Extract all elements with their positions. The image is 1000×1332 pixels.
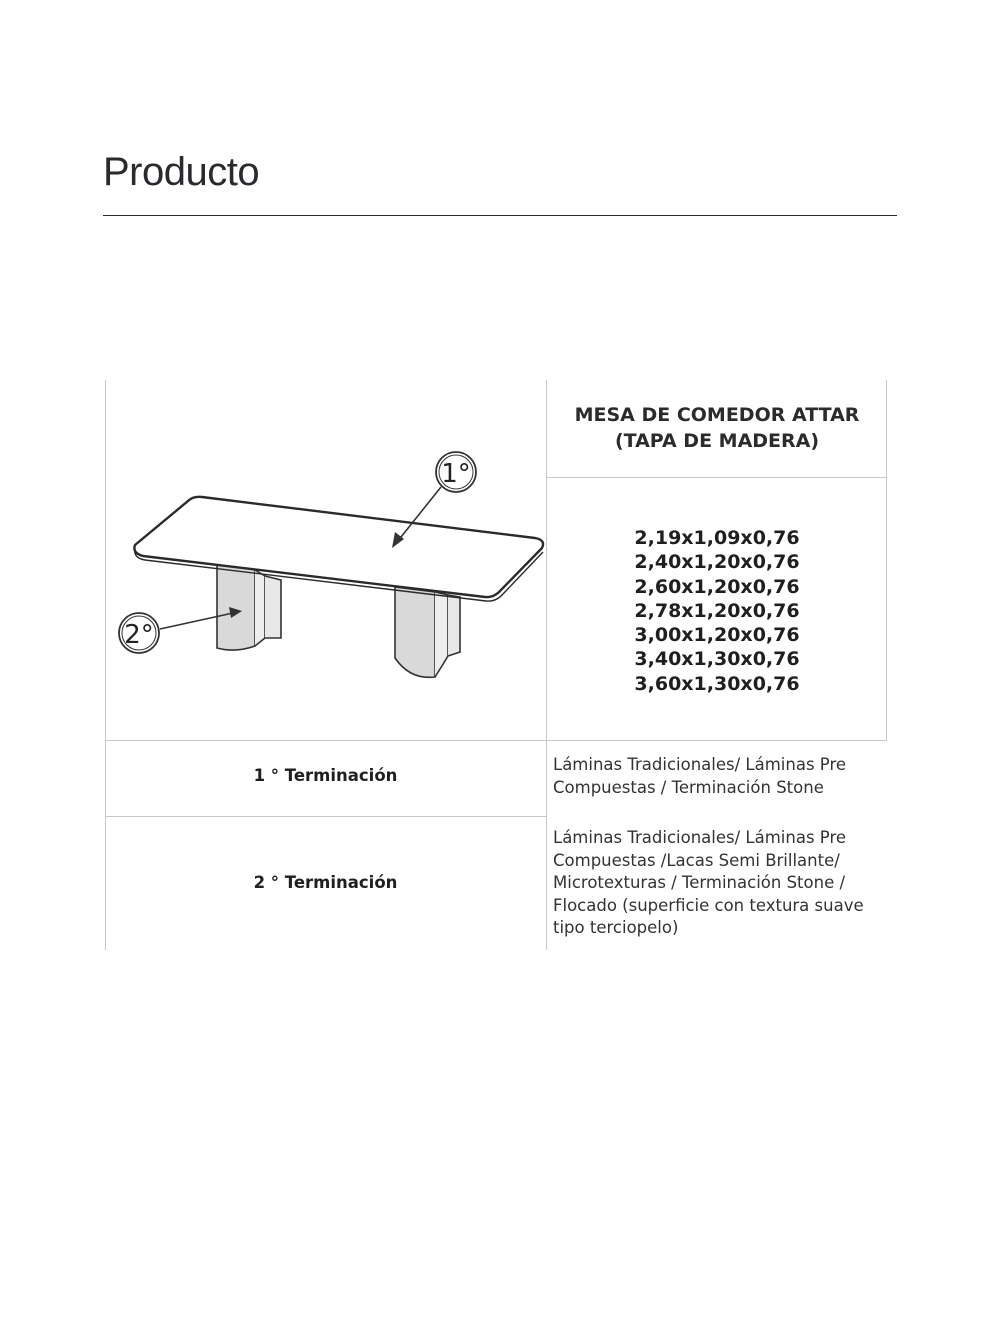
dimension-item: 2,19x1,09x0,76 <box>634 527 800 549</box>
finish-2-label: 2 ° Terminación <box>253 873 398 892</box>
title-divider <box>103 215 897 216</box>
product-name: MESA DE COMEDOR ATTAR (TAPA DE MADERA) <box>574 404 860 452</box>
right-leg <box>395 587 460 677</box>
finish-1-value: Láminas Tradicionales/ Láminas Pre Compuestas / Terminación Stone <box>553 755 847 797</box>
finish-1-top-divider <box>105 740 887 741</box>
table-drawing <box>105 380 546 740</box>
dimension-item: 3,60x1,30x0,76 <box>634 672 800 695</box>
dimension-item: 2,60x1,20x0,76 <box>634 575 800 598</box>
dimensions-list <box>546 526 888 696</box>
dimension-item: 2,78x1,20x0,76 <box>634 599 800 622</box>
page-title: Producto <box>103 150 260 194</box>
left-leg <box>217 564 281 650</box>
dimension-item: 3,00x1,20x0,76 <box>634 624 800 647</box>
callout-2-label: 2° <box>124 620 154 650</box>
dimension-item: 2,40x1,20x0,76 <box>634 551 800 574</box>
finish-2-top-divider <box>105 816 546 817</box>
dimension-item: 3,40x1,30x0,76 <box>634 648 800 671</box>
callout-1-label: 1° <box>441 459 471 489</box>
tabletop <box>134 497 543 601</box>
dining-table-illustration <box>105 380 546 740</box>
finish-1-label: 1 ° Terminación <box>253 766 398 785</box>
spec-table <box>105 380 888 950</box>
finish-2-value: Láminas Tradicionales/ Láminas Pre Compuestas /Lacas Semi Brillante/ Microtexturas / Terminación Stone / Flocado (superficie con textura suave tipo terciopelo) <box>553 828 864 937</box>
name-row-divider <box>546 477 887 478</box>
